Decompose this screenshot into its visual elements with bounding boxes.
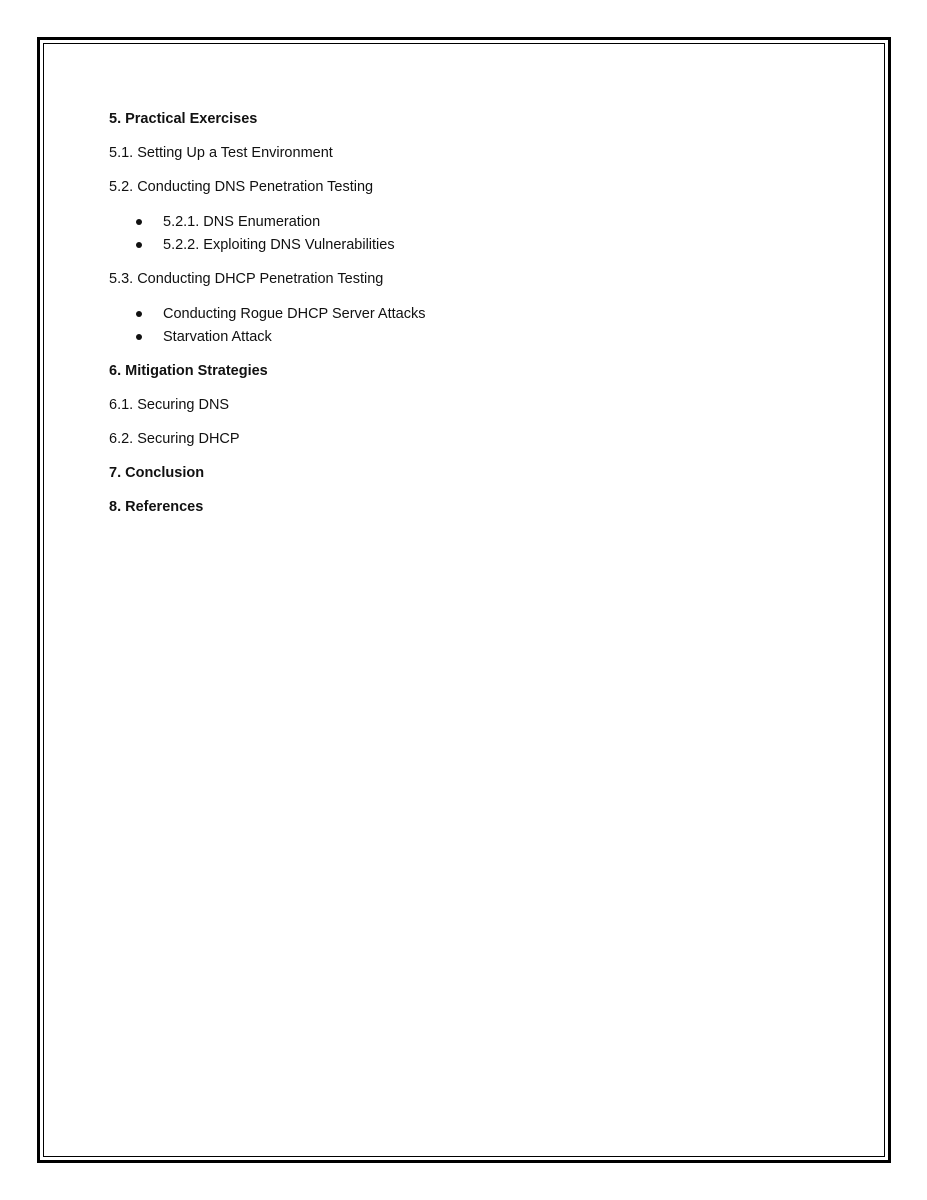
section-6-heading: 6. Mitigation Strategies xyxy=(109,363,268,379)
list-item-label: Starvation Attack xyxy=(163,329,272,345)
section-5-1: 5.1. Setting Up a Test Environment xyxy=(109,145,333,161)
list-item-label: 5.2.2. Exploiting DNS Vulnerabilities xyxy=(163,237,395,253)
section-7-heading: 7. Conclusion xyxy=(109,465,205,481)
section-5-2: 5.2. Conducting DNS Penetration Testing xyxy=(109,179,374,195)
section-8-heading: 8. References xyxy=(109,499,204,515)
page-border xyxy=(37,37,891,1163)
bullet-icon xyxy=(136,219,142,225)
list-item-label: Conducting Rogue DHCP Server Attacks xyxy=(163,306,426,322)
section-6-2: 6.2. Securing DHCP xyxy=(109,431,240,447)
bullet-icon xyxy=(136,242,142,248)
bullet-icon xyxy=(136,334,142,340)
section-5-heading: 5. Practical Exercises xyxy=(109,111,258,127)
section-6-1: 6.1. Securing DNS xyxy=(109,397,230,413)
list-item-label: 5.2.1. DNS Enumeration xyxy=(163,214,321,230)
section-5-3: 5.3. Conducting DHCP Penetration Testing xyxy=(109,271,384,287)
page-border-inner xyxy=(43,43,885,1157)
bullet-icon xyxy=(136,311,142,317)
